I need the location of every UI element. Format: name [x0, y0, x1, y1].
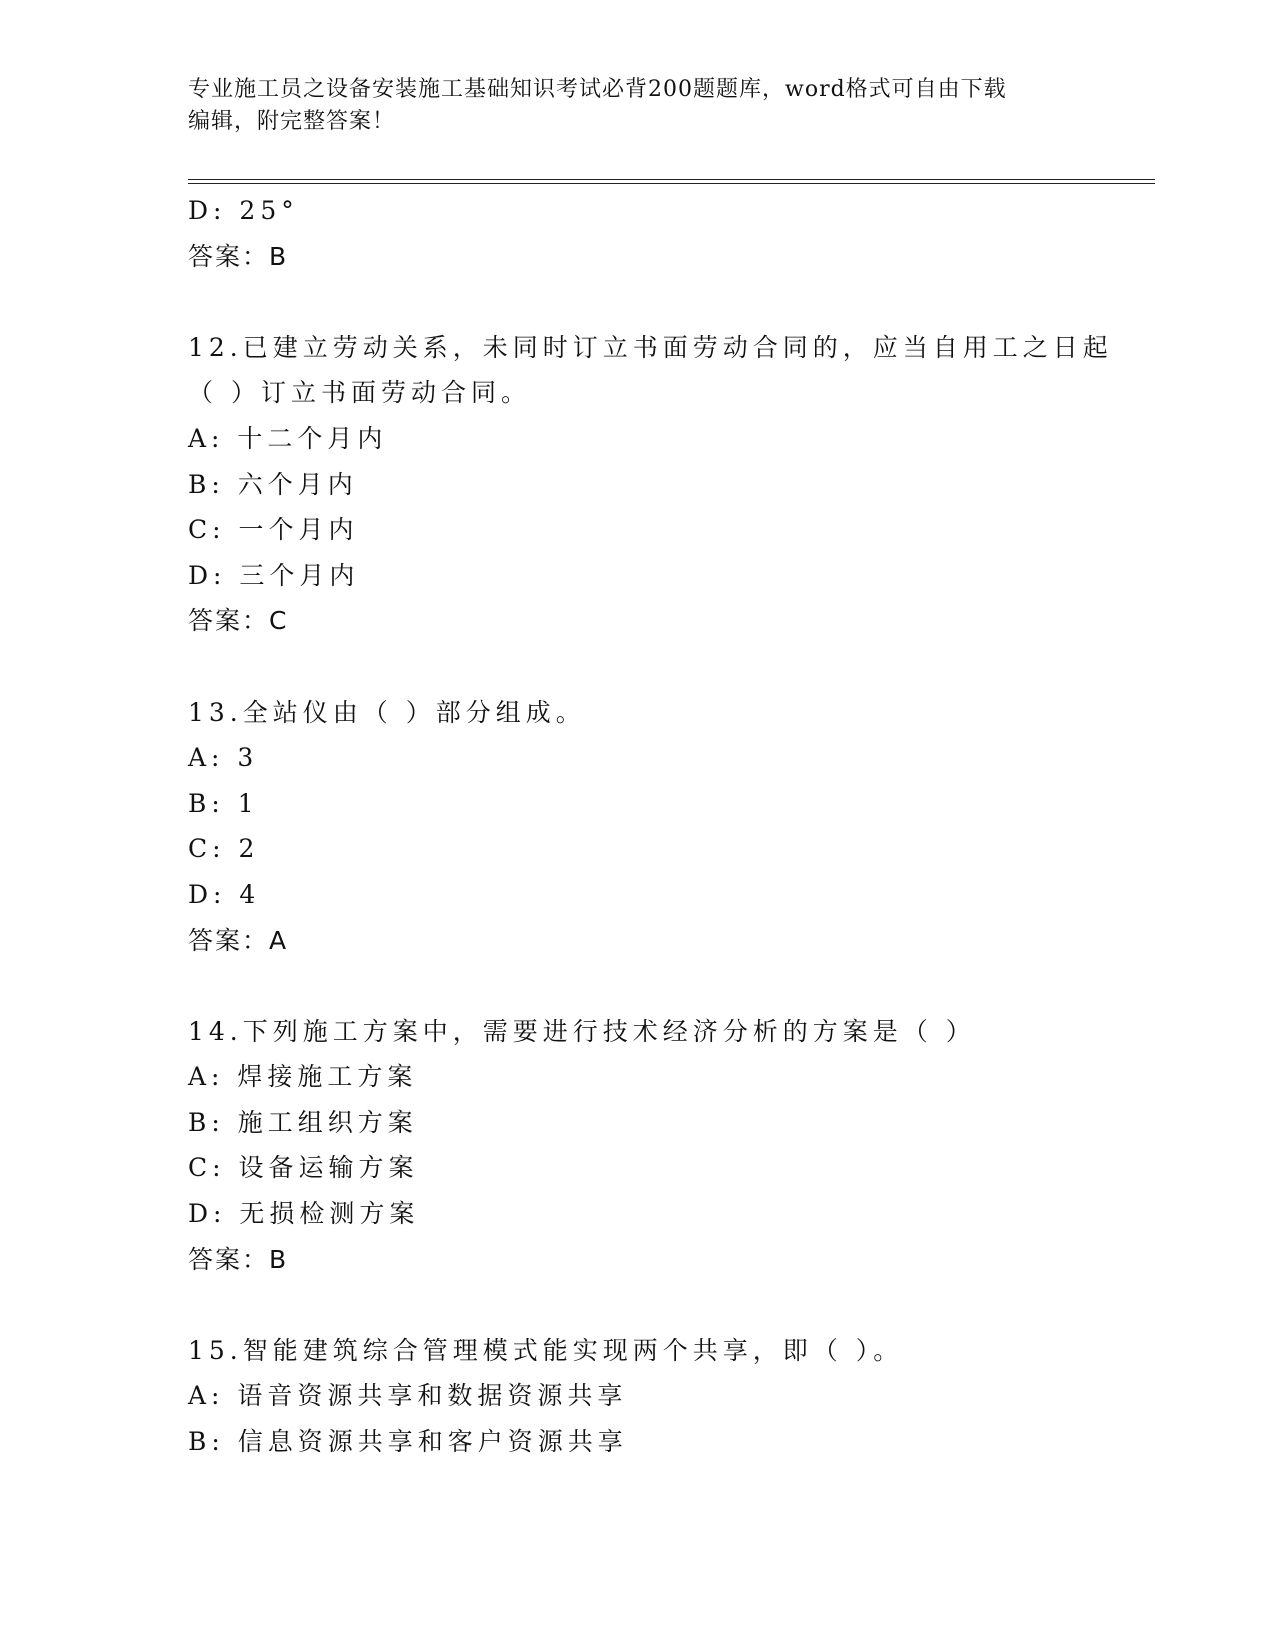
header-rule-top [188, 179, 1155, 180]
option-b: B: 六个月内 [188, 469, 358, 499]
answer-line: 答案：A [188, 925, 289, 955]
option-b: B: 施工组织方案 [188, 1107, 418, 1137]
header-line-2: 编辑，附完整答案！ [188, 109, 396, 134]
option-d: D: 三个月内 [188, 560, 360, 590]
option-a: A: 十二个月内 [188, 423, 388, 453]
option-a: A: 焊接施工方案 [188, 1062, 418, 1092]
document-header [188, 74, 1088, 138]
option-c: C: 一个月内 [188, 515, 359, 545]
spacer [188, 963, 1168, 1009]
option-c: C: 2 [188, 834, 260, 864]
question-stem: 15.智能建筑综合管理模式能实现两个共享，即（ ）。 [188, 1335, 904, 1365]
option-b: B: 1 [188, 788, 259, 818]
question-stem: 13.全站仪由（ ）部分组成。 [188, 697, 586, 727]
option-a: A: 语音资源共享和数据资源共享 [188, 1381, 628, 1411]
option-c: C: 设备运输方案 [188, 1153, 419, 1183]
question-stem: 14.下列施工方案中，需要进行技术经济分析的方案是（ ） [188, 1016, 976, 1046]
option-b: B: 信息资源共享和客户资源共享 [188, 1427, 628, 1457]
answer-line: 答案：B [188, 1244, 289, 1274]
option-d: D: 25° [188, 196, 299, 225]
answer-line: 答案：B [188, 241, 289, 271]
option-a: A: 3 [188, 743, 259, 773]
question-stem-continued: （ ）订立书面劳动合同。 [188, 378, 531, 408]
spacer [188, 644, 1168, 690]
spacer [188, 279, 1168, 325]
question-stem: 12.已建立劳动关系，未同时订立书面劳动合同的，应当自用工之日起 [188, 332, 1113, 362]
question-list [188, 188, 1168, 1465]
header-rule-bottom [188, 183, 1155, 184]
option-d: D: 4 [188, 879, 261, 909]
answer-line: 答案：C [188, 606, 289, 636]
spacer [188, 1282, 1168, 1328]
option-d: D: 无损检测方案 [188, 1199, 420, 1229]
header-line-1: 专业施工员之设备安装施工基础知识考试必背200题题库，word格式可自由下载 [188, 77, 1007, 102]
